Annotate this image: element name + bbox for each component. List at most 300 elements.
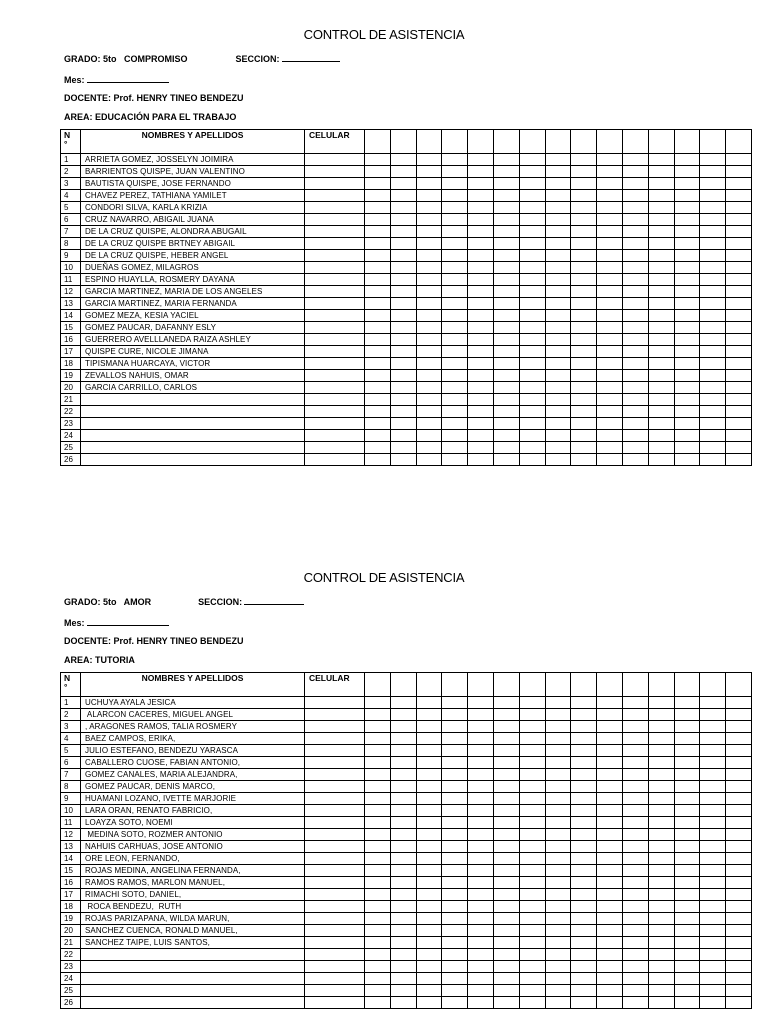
attendance-cell bbox=[648, 394, 674, 406]
attendance-cell bbox=[545, 274, 571, 286]
attendance-cell bbox=[390, 310, 416, 322]
table-row bbox=[61, 973, 752, 985]
attendance-cell bbox=[390, 274, 416, 286]
attendance-cell bbox=[390, 394, 416, 406]
attendance-cell bbox=[442, 769, 468, 781]
attendance-table bbox=[60, 672, 752, 1009]
student-name: LARA ORAN, RENATO FABRICIO, bbox=[81, 805, 305, 817]
attendance-cell bbox=[726, 853, 752, 865]
attendance-cell bbox=[545, 829, 571, 841]
attendance-cell bbox=[622, 322, 648, 334]
attendance-cell bbox=[390, 286, 416, 298]
attendance-cell bbox=[622, 829, 648, 841]
attendance-cell bbox=[416, 190, 442, 202]
attendance-cell bbox=[416, 817, 442, 829]
attendance-cell bbox=[674, 250, 700, 262]
attendance-cell bbox=[519, 769, 545, 781]
attendance-cell bbox=[416, 925, 442, 937]
mes-line bbox=[64, 617, 169, 628]
attendance-cell bbox=[365, 853, 391, 865]
attendance-cell bbox=[390, 781, 416, 793]
attendance-cell bbox=[390, 382, 416, 394]
attendance-cell bbox=[442, 358, 468, 370]
attendance-cell bbox=[365, 382, 391, 394]
attendance-cell bbox=[700, 757, 726, 769]
attendance-cell bbox=[442, 793, 468, 805]
attendance-cell bbox=[390, 322, 416, 334]
attendance-cell bbox=[648, 937, 674, 949]
attendance-table bbox=[60, 129, 752, 466]
attendance-cell bbox=[519, 406, 545, 418]
attendance-cell bbox=[622, 793, 648, 805]
row-number: 20 bbox=[61, 925, 81, 937]
attendance-cell bbox=[468, 310, 494, 322]
grado-label: GRADO: 5to bbox=[64, 597, 117, 607]
attendance-cell bbox=[519, 322, 545, 334]
header-day-cell bbox=[519, 673, 545, 697]
header-day-cell bbox=[622, 673, 648, 697]
attendance-cell bbox=[365, 250, 391, 262]
attendance-cell bbox=[597, 901, 623, 913]
attendance-cell bbox=[674, 430, 700, 442]
attendance-cell bbox=[622, 889, 648, 901]
attendance-cell bbox=[622, 154, 648, 166]
attendance-cell bbox=[390, 841, 416, 853]
attendance-cell bbox=[468, 454, 494, 466]
attendance-cell bbox=[442, 262, 468, 274]
student-name: DE LA CRUZ QUISPE, ALONDRA ABUGAIL bbox=[81, 226, 305, 238]
attendance-cell bbox=[390, 805, 416, 817]
attendance-cell bbox=[493, 805, 519, 817]
attendance-cell bbox=[545, 997, 571, 1009]
attendance-cell bbox=[390, 154, 416, 166]
attendance-cell bbox=[648, 745, 674, 757]
phone-cell bbox=[305, 733, 365, 745]
student-name: BAEZ CAMPOS, ERIKA, bbox=[81, 733, 305, 745]
attendance-cell bbox=[545, 298, 571, 310]
attendance-cell bbox=[493, 841, 519, 853]
attendance-cell bbox=[674, 238, 700, 250]
attendance-cell bbox=[597, 298, 623, 310]
attendance-cell bbox=[648, 250, 674, 262]
attendance-cell bbox=[545, 382, 571, 394]
attendance-cell bbox=[416, 949, 442, 961]
attendance-cell bbox=[519, 997, 545, 1009]
attendance-cell bbox=[545, 817, 571, 829]
attendance-cell bbox=[442, 949, 468, 961]
row-number: 15 bbox=[61, 865, 81, 877]
student-name bbox=[81, 949, 305, 961]
attendance-cell bbox=[390, 769, 416, 781]
header-day-cell bbox=[700, 673, 726, 697]
header-day-cell bbox=[726, 130, 752, 154]
attendance-cell bbox=[622, 166, 648, 178]
attendance-cell bbox=[493, 454, 519, 466]
attendance-cell bbox=[442, 865, 468, 877]
attendance-cell bbox=[442, 973, 468, 985]
attendance-cell bbox=[622, 853, 648, 865]
attendance-cell bbox=[493, 262, 519, 274]
table-row bbox=[61, 817, 752, 829]
student-name bbox=[81, 394, 305, 406]
attendance-cell bbox=[493, 937, 519, 949]
attendance-cell bbox=[442, 250, 468, 262]
attendance-cell bbox=[571, 274, 597, 286]
row-number: 13 bbox=[61, 841, 81, 853]
attendance-cell bbox=[390, 757, 416, 769]
attendance-cell bbox=[674, 214, 700, 226]
phone-cell bbox=[305, 697, 365, 709]
attendance-cell bbox=[365, 178, 391, 190]
attendance-cell bbox=[493, 865, 519, 877]
phone-cell bbox=[305, 757, 365, 769]
header-day-cell bbox=[493, 673, 519, 697]
header-day-cell bbox=[545, 130, 571, 154]
table-row bbox=[61, 358, 752, 370]
attendance-cell bbox=[622, 202, 648, 214]
attendance-cell bbox=[674, 961, 700, 973]
attendance-cell bbox=[519, 370, 545, 382]
attendance-cell bbox=[468, 262, 494, 274]
attendance-cell bbox=[365, 745, 391, 757]
mes-label: Mes: bbox=[64, 618, 85, 628]
attendance-cell bbox=[519, 154, 545, 166]
attendance-cell bbox=[468, 154, 494, 166]
attendance-cell bbox=[597, 262, 623, 274]
table-row bbox=[61, 733, 752, 745]
row-number: 7 bbox=[61, 226, 81, 238]
phone-cell bbox=[305, 949, 365, 961]
attendance-cell bbox=[468, 346, 494, 358]
attendance-cell bbox=[390, 418, 416, 430]
attendance-cell bbox=[726, 913, 752, 925]
attendance-cell bbox=[648, 925, 674, 937]
attendance-cell bbox=[700, 937, 726, 949]
attendance-cell bbox=[519, 202, 545, 214]
attendance-cell bbox=[700, 829, 726, 841]
attendance-cell bbox=[700, 913, 726, 925]
attendance-cell bbox=[726, 262, 752, 274]
phone-cell bbox=[305, 889, 365, 901]
attendance-cell bbox=[726, 298, 752, 310]
attendance-cell bbox=[545, 805, 571, 817]
attendance-cell bbox=[519, 286, 545, 298]
attendance-cell bbox=[365, 346, 391, 358]
attendance-cell bbox=[700, 250, 726, 262]
attendance-cell bbox=[597, 286, 623, 298]
attendance-cell bbox=[493, 382, 519, 394]
row-number: 25 bbox=[61, 985, 81, 997]
attendance-cell bbox=[674, 757, 700, 769]
attendance-cell bbox=[493, 202, 519, 214]
attendance-cell bbox=[622, 781, 648, 793]
attendance-cell bbox=[365, 370, 391, 382]
attendance-cell bbox=[519, 697, 545, 709]
attendance-cell bbox=[545, 454, 571, 466]
attendance-cell bbox=[700, 202, 726, 214]
attendance-cell bbox=[571, 298, 597, 310]
attendance-cell bbox=[571, 154, 597, 166]
table-row bbox=[61, 430, 752, 442]
table-row bbox=[61, 322, 752, 334]
table-row bbox=[61, 418, 752, 430]
attendance-cell bbox=[700, 985, 726, 997]
attendance-cell bbox=[726, 985, 752, 997]
attendance-cell bbox=[571, 346, 597, 358]
attendance-cell bbox=[726, 901, 752, 913]
attendance-cell bbox=[493, 709, 519, 721]
attendance-cell bbox=[648, 805, 674, 817]
attendance-cell bbox=[545, 238, 571, 250]
phone-cell bbox=[305, 961, 365, 973]
attendance-cell bbox=[468, 865, 494, 877]
attendance-cell bbox=[597, 394, 623, 406]
attendance-cell bbox=[519, 298, 545, 310]
attendance-cell bbox=[442, 430, 468, 442]
attendance-cell bbox=[416, 334, 442, 346]
attendance-cell bbox=[545, 418, 571, 430]
attendance-cell bbox=[622, 178, 648, 190]
attendance-cell bbox=[648, 985, 674, 997]
attendance-cell bbox=[365, 937, 391, 949]
attendance-cell bbox=[468, 238, 494, 250]
row-number: 6 bbox=[61, 214, 81, 226]
attendance-cell bbox=[365, 697, 391, 709]
attendance-cell bbox=[365, 889, 391, 901]
phone-cell bbox=[305, 901, 365, 913]
row-number: 17 bbox=[61, 346, 81, 358]
attendance-cell bbox=[468, 973, 494, 985]
attendance-cell bbox=[622, 997, 648, 1009]
student-name: ROCA BENDEZU, RUTH bbox=[81, 901, 305, 913]
attendance-cell bbox=[365, 334, 391, 346]
attendance-cell bbox=[674, 274, 700, 286]
attendance-cell bbox=[726, 793, 752, 805]
attendance-cell bbox=[571, 721, 597, 733]
attendance-cell bbox=[726, 454, 752, 466]
attendance-cell bbox=[365, 454, 391, 466]
attendance-cell bbox=[365, 214, 391, 226]
attendance-cell bbox=[519, 178, 545, 190]
attendance-cell bbox=[726, 154, 752, 166]
attendance-cell bbox=[648, 733, 674, 745]
phone-cell bbox=[305, 817, 365, 829]
attendance-cell bbox=[365, 262, 391, 274]
row-number: 21 bbox=[61, 937, 81, 949]
student-name: ZEVALLOS NAHUIS, OMAR bbox=[81, 370, 305, 382]
attendance-cell bbox=[365, 961, 391, 973]
attendance-cell bbox=[519, 745, 545, 757]
attendance-cell bbox=[390, 721, 416, 733]
attendance-cell bbox=[416, 901, 442, 913]
attendance-cell bbox=[545, 745, 571, 757]
phone-cell bbox=[305, 865, 365, 877]
attendance-cell bbox=[493, 298, 519, 310]
header-day-cell bbox=[648, 673, 674, 697]
attendance-cell bbox=[365, 721, 391, 733]
attendance-cell bbox=[597, 973, 623, 985]
student-name: DE LA CRUZ QUISPE BRTNEY ABIGAIL bbox=[81, 238, 305, 250]
student-name: TIPISMANA HUARCAYA, VICTOR bbox=[81, 358, 305, 370]
attendance-cell bbox=[493, 745, 519, 757]
attendance-cell bbox=[622, 334, 648, 346]
header-day-cell bbox=[390, 130, 416, 154]
seccion-blank bbox=[244, 596, 304, 605]
attendance-cell bbox=[545, 166, 571, 178]
attendance-cell bbox=[674, 781, 700, 793]
attendance-cell bbox=[493, 322, 519, 334]
attendance-cell bbox=[726, 406, 752, 418]
row-number: 18 bbox=[61, 901, 81, 913]
attendance-cell bbox=[674, 889, 700, 901]
header-day-cell bbox=[519, 130, 545, 154]
phone-cell bbox=[305, 805, 365, 817]
attendance-cell bbox=[416, 394, 442, 406]
attendance-cell bbox=[365, 238, 391, 250]
row-number: 26 bbox=[61, 997, 81, 1009]
attendance-cell bbox=[519, 757, 545, 769]
attendance-cell bbox=[442, 442, 468, 454]
row-number: 20 bbox=[61, 382, 81, 394]
attendance-cell bbox=[442, 322, 468, 334]
attendance-cell bbox=[468, 877, 494, 889]
attendance-cell bbox=[700, 346, 726, 358]
attendance-cell bbox=[545, 721, 571, 733]
attendance-cell bbox=[700, 310, 726, 322]
header-day-cell bbox=[545, 673, 571, 697]
attendance-cell bbox=[390, 334, 416, 346]
row-number: 8 bbox=[61, 238, 81, 250]
attendance-cell bbox=[390, 937, 416, 949]
row-number: 1 bbox=[61, 697, 81, 709]
attendance-cell bbox=[700, 793, 726, 805]
attendance-cell bbox=[493, 829, 519, 841]
attendance-cell bbox=[545, 442, 571, 454]
attendance-cell bbox=[648, 346, 674, 358]
student-name: CONDORI SILVA, KARLA KRIZIA bbox=[81, 202, 305, 214]
table-row bbox=[61, 805, 752, 817]
attendance-cell bbox=[365, 310, 391, 322]
attendance-cell bbox=[571, 709, 597, 721]
attendance-cell bbox=[442, 853, 468, 865]
attendance-cell bbox=[390, 442, 416, 454]
header-day-cell bbox=[571, 130, 597, 154]
attendance-cell bbox=[493, 889, 519, 901]
attendance-cell bbox=[468, 769, 494, 781]
attendance-cell bbox=[726, 382, 752, 394]
student-name: GOMEZ MEZA, KESIA YACIEL bbox=[81, 310, 305, 322]
docente-line: DOCENTE: Prof. HENRY TINEO BENDEZU bbox=[64, 93, 244, 103]
student-name: GARCIA MARTINEZ, MARIA DE LOS ANGELES bbox=[81, 286, 305, 298]
phone-cell bbox=[305, 769, 365, 781]
attendance-cell bbox=[674, 298, 700, 310]
attendance-cell bbox=[726, 817, 752, 829]
phone-cell bbox=[305, 709, 365, 721]
attendance-cell bbox=[700, 442, 726, 454]
phone-cell bbox=[305, 985, 365, 997]
attendance-cell bbox=[390, 406, 416, 418]
attendance-cell bbox=[519, 973, 545, 985]
attendance-cell bbox=[365, 322, 391, 334]
attendance-cell bbox=[648, 757, 674, 769]
table-row bbox=[61, 697, 752, 709]
attendance-cell bbox=[674, 997, 700, 1009]
attendance-cell bbox=[519, 721, 545, 733]
attendance-cell bbox=[442, 214, 468, 226]
student-name: RAMOS RAMOS, MARLON MANUEL, bbox=[81, 877, 305, 889]
attendance-cell bbox=[674, 178, 700, 190]
attendance-cell bbox=[571, 949, 597, 961]
phone-cell bbox=[305, 721, 365, 733]
attendance-cell bbox=[493, 973, 519, 985]
attendance-cell bbox=[622, 721, 648, 733]
table-row bbox=[61, 769, 752, 781]
attendance-cell bbox=[622, 226, 648, 238]
attendance-cell bbox=[416, 274, 442, 286]
attendance-cell bbox=[545, 949, 571, 961]
attendance-cell bbox=[571, 973, 597, 985]
attendance-cell bbox=[700, 865, 726, 877]
attendance-cell bbox=[726, 865, 752, 877]
seccion-label: SECCION: bbox=[198, 597, 243, 607]
attendance-cell bbox=[390, 793, 416, 805]
attendance-cell bbox=[416, 973, 442, 985]
attendance-cell bbox=[390, 166, 416, 178]
row-number: 8 bbox=[61, 781, 81, 793]
attendance-cell bbox=[700, 154, 726, 166]
attendance-cell bbox=[674, 358, 700, 370]
phone-cell bbox=[305, 973, 365, 985]
attendance-cell bbox=[597, 817, 623, 829]
attendance-cell bbox=[390, 454, 416, 466]
attendance-cell bbox=[545, 394, 571, 406]
attendance-cell bbox=[726, 202, 752, 214]
row-number: 2 bbox=[61, 166, 81, 178]
attendance-cell bbox=[365, 949, 391, 961]
attendance-cell bbox=[468, 190, 494, 202]
attendance-cell bbox=[519, 358, 545, 370]
header-number: N ° bbox=[61, 130, 81, 154]
table-row bbox=[61, 961, 752, 973]
attendance-cell bbox=[493, 310, 519, 322]
row-number: 9 bbox=[61, 250, 81, 262]
header-day-cell bbox=[571, 673, 597, 697]
attendance-cell bbox=[700, 997, 726, 1009]
attendance-cell bbox=[700, 805, 726, 817]
attendance-cell bbox=[416, 442, 442, 454]
row-number: 5 bbox=[61, 202, 81, 214]
attendance-cell bbox=[519, 709, 545, 721]
attendance-cell bbox=[571, 382, 597, 394]
table-row bbox=[61, 889, 752, 901]
attendance-cell bbox=[571, 226, 597, 238]
attendance-cell bbox=[674, 322, 700, 334]
phone-cell bbox=[305, 226, 365, 238]
row-number: 11 bbox=[61, 274, 81, 286]
attendance-cell bbox=[622, 310, 648, 322]
attendance-cell bbox=[493, 985, 519, 997]
row-number: 11 bbox=[61, 817, 81, 829]
attendance-cell bbox=[674, 805, 700, 817]
attendance-cell bbox=[622, 949, 648, 961]
attendance-cell bbox=[493, 430, 519, 442]
table-row bbox=[61, 250, 752, 262]
attendance-cell bbox=[597, 733, 623, 745]
table-row bbox=[61, 262, 752, 274]
attendance-cell bbox=[493, 274, 519, 286]
attendance-cell bbox=[648, 841, 674, 853]
attendance-cell bbox=[519, 793, 545, 805]
